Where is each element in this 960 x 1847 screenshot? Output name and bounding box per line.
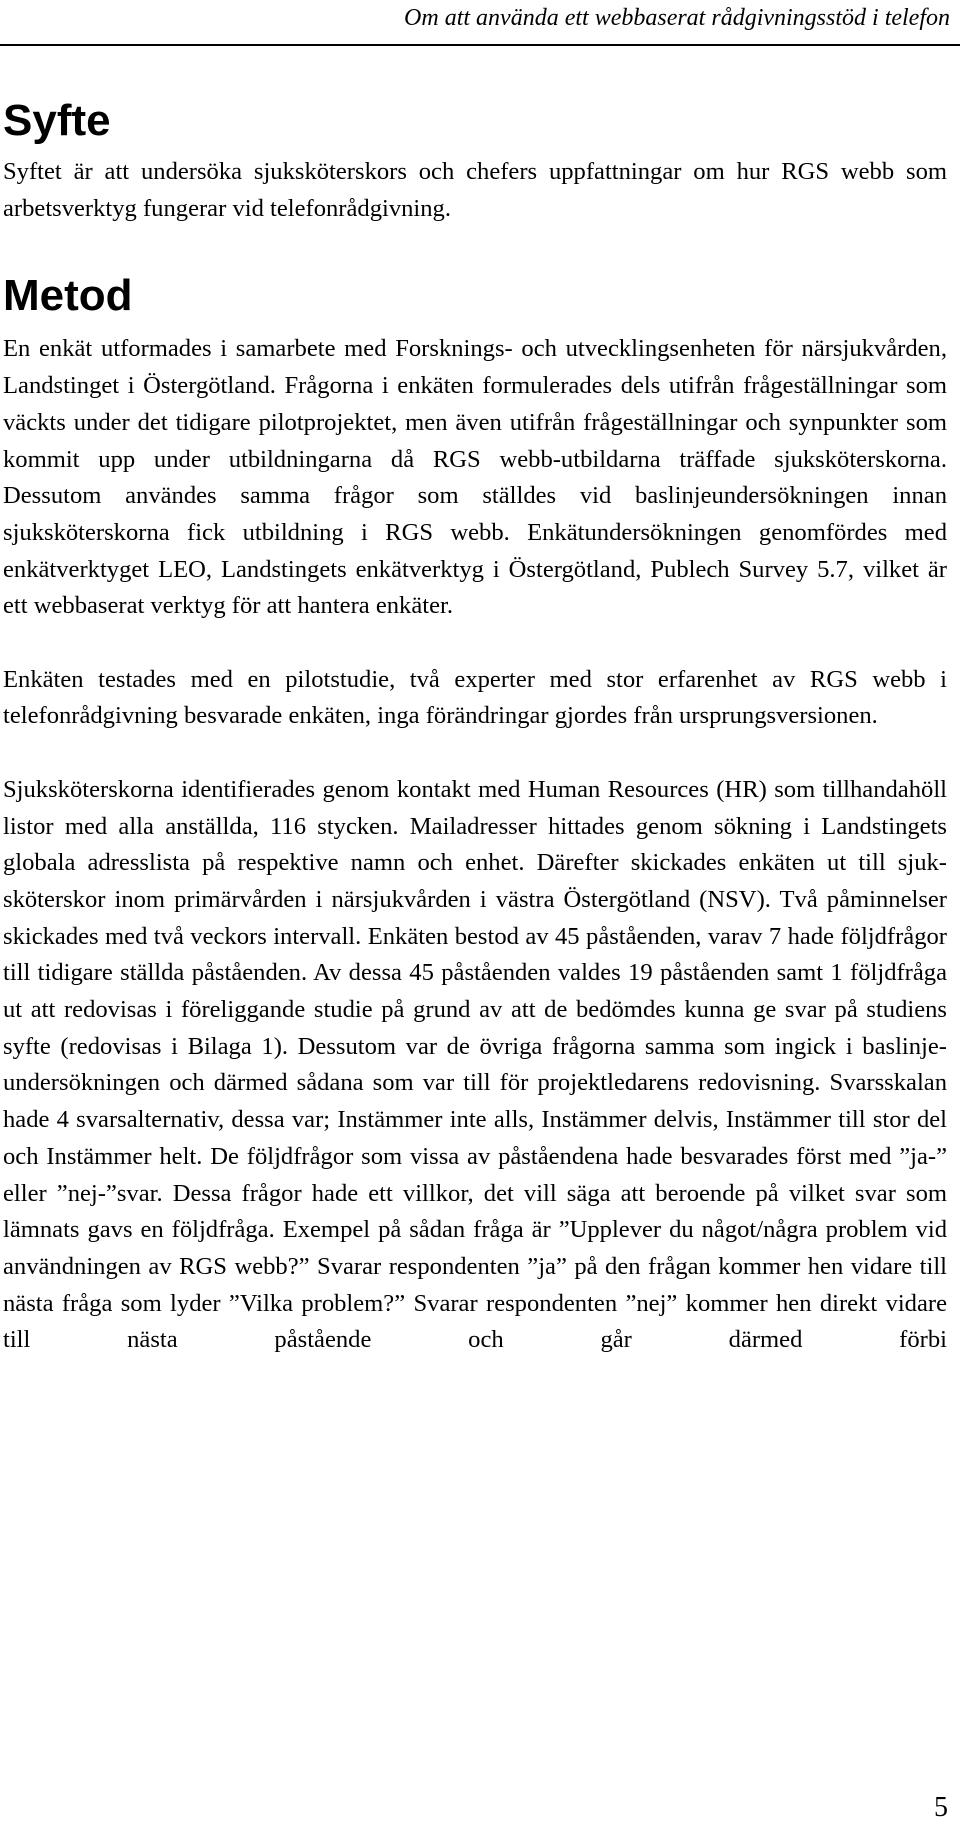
heading-syfte: Syfte [3, 96, 111, 145]
header-rule [0, 44, 960, 46]
paragraph-metod-urval: Sjuksköterskorna identifierades genom kontakt med Human Resources (HR) som tillhandahöll listor med alla anställda, 116 stycken. Mailadresser hittades genom sökning i Landstingets globala adresslista på respektive namn och enhet. Därefter skickades enkäten ut till sjuksköterskor inom primärvården i närsjukvården i västra Östergötland (NSV). Två påminnelser skickades med två veckors intervall. Enkäten bestod av 45 påståenden, varav 7 hade följdfrågor till tidigare ställda påståenden. Av dessa 45 påståenden valdes 19 påståenden samt 1 följdfråga ut att redovisas i föreliggande studie på grund av att de bedömdes kunna ge svar på studiens syfte (redovisas i Bilaga 1). Dessutom var de övriga frågorna samma som ingick i baslinjeundersökningen och därmed sådana som var till för projektledarens redovisning. Svarsskalan hade 4 svarsalternativ, dessa var; Instämmer inte alls, Instämmer delvis, Instämmer till stor del och Instämmer helt. De följdfrågor som vissa av påståendena hade besvarades först med ”ja-” eller ”nej-”svar. Dessa frågor hade ett villkor, det vill säga att beroende på vilket svar som lämnats gavs en följdfråga. Exempel på sådan fråga är ”Upplever du något/några problem vid användningen av RGS webb?” Svarar respondenten ”ja” på den frågan kommer hen vidare till nästa fråga som lyder ”Vilka problem?” Svarar respondenten ”nej” kommer hen direkt vidare till nästa påstående och går därmed förbi [3, 775, 947, 1354]
page-number: 5 [934, 1792, 948, 1823]
paragraph-metod-pilotstudie: Enkäten testades med en pilotstudie, två experter med stor erfarenhet av RGS webb i telefonrådgivning besvarade enkäten, inga förändringar gjordes från ursprungsversionen. [3, 665, 947, 730]
heading-metod: Metod [3, 271, 133, 321]
section-metod [3, 271, 947, 1359]
paragraph-metod-enkat: En enkät utformades i samarbete med Forsknings- och utvecklingsenheten för närsjukvården, Landstinget i Östergötland. Frågorna i enkäten formulerades dels utifrån frågeställningar som väckts under det tidigare pilotprojektet, men även utifrån frågeställningar och synpunkter som kommit upp under utbildningarna då RGS webb-utbildarna träffade sjuksköterskorna. Dessutom användes samma frågor som ställdes vid baslinjeundersökningen innan sjuksköterskorna fick utbildning i RGS webb. Enkätundersökningen genomfördes med enkätverktyget LEO, Landstingets enkätverktyg i Östergötland, Publech Survey 5.7, vilket är ett webbaserat verktyg för att hantera enkäter. [3, 335, 947, 620]
paragraph-syfte: Syftet är att undersöka sjuksköterskors och chefers uppfattningar om hur RGS webb som arbetsverktyg fungerar vid telefonrådgivning. [3, 158, 947, 222]
section-syfte [3, 96, 947, 227]
running-header-title: Om att använda ett webbaserat rådgivningsstöd i telefon [404, 5, 950, 31]
page-body [3, 96, 947, 1359]
